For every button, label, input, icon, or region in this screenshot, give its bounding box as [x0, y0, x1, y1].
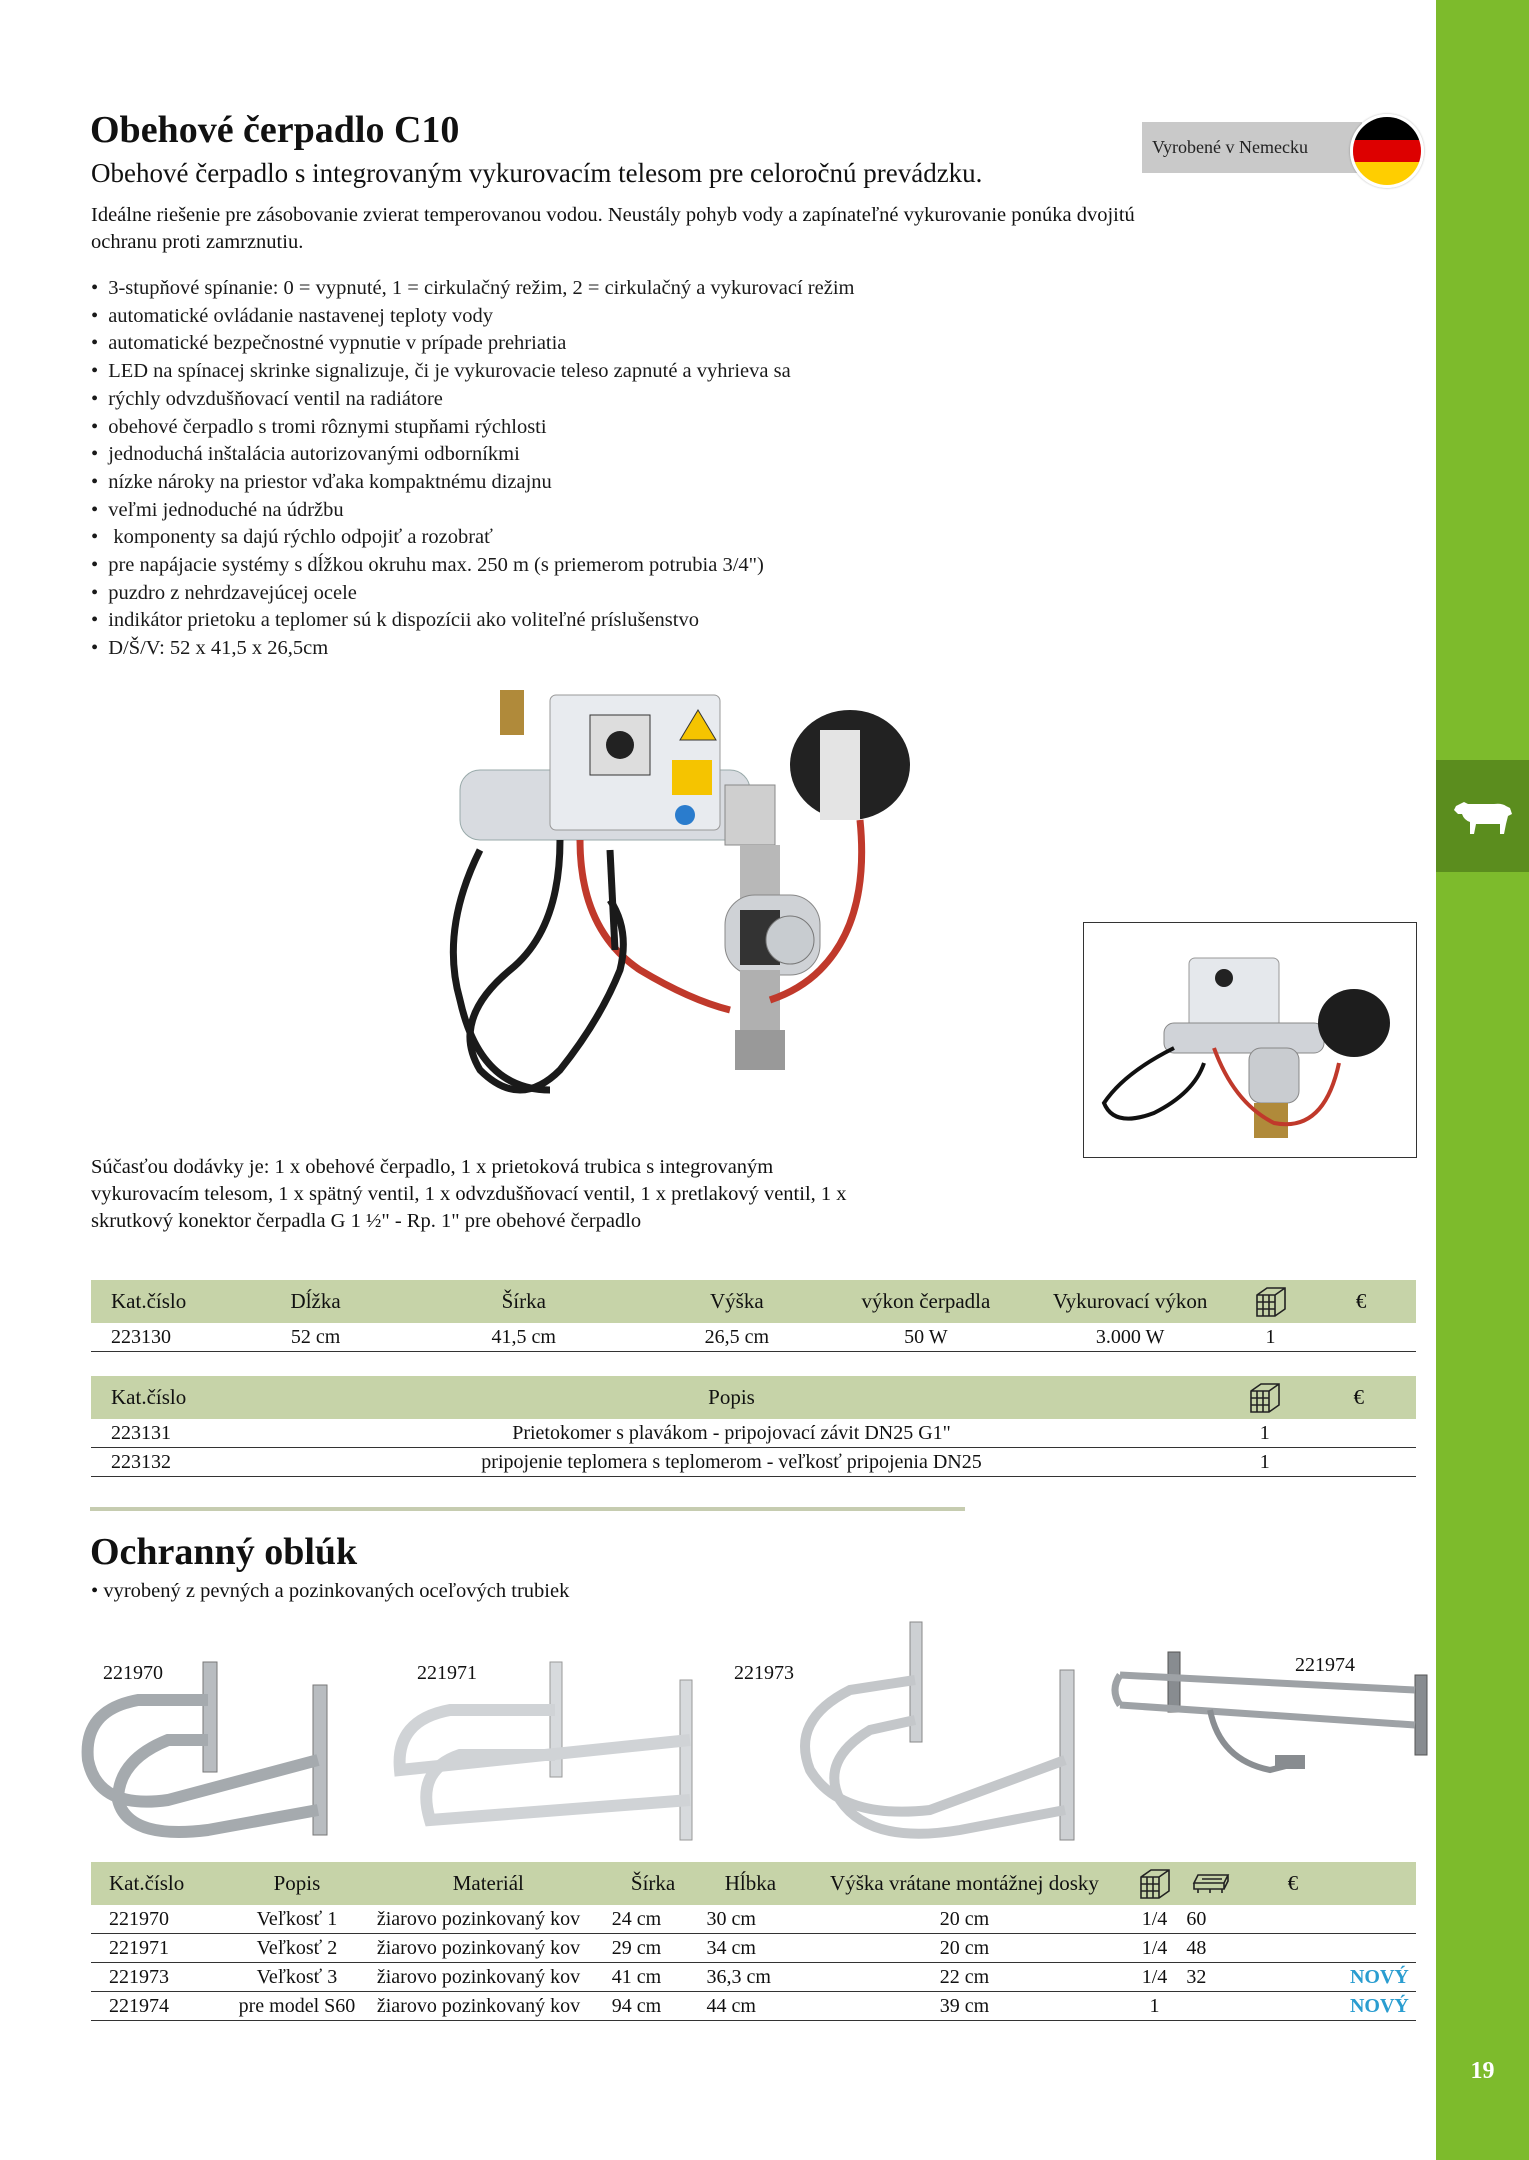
cell-depth: 44 cm [700, 1992, 800, 2021]
table-row [91, 1905, 1416, 1934]
cell-pallet [1180, 1992, 1241, 2021]
table-header-row [91, 1376, 1416, 1419]
cell-depth: 36,3 cm [700, 1963, 800, 1992]
table-row [91, 1448, 1416, 1477]
col-price: € [1306, 1280, 1416, 1323]
cell-cat-no: 221973 [91, 1963, 223, 1992]
cell-height: 26,5 cm [647, 1323, 826, 1352]
cell-description: Prietokomer s plavákom - pripojovací závit DN25 G1" [235, 1419, 1228, 1448]
cell-package: 1 [1235, 1323, 1306, 1352]
category-tab[interactable] [1436, 760, 1529, 872]
cell-depth: 34 cm [700, 1934, 800, 1963]
col-price: € [1302, 1376, 1416, 1419]
cell-length: 52 cm [231, 1323, 400, 1352]
package-box-icon [1253, 1285, 1289, 1319]
feature-item: • puzdro z nehrdzavejúcej ocele [91, 580, 1141, 608]
cell-height: 20 cm [800, 1905, 1128, 1934]
cell-price [1242, 1934, 1344, 1963]
cell-width: 41 cm [606, 1963, 701, 1992]
guard-image-221974 [1110, 1650, 1430, 1800]
pump-intro: Ideálne riešenie pre zásobovanie zvierat temperovanou vodou. Neustály pohyb vody a zapínateľné vykurovanie ponúka dvojitú ochranu proti zamrznutiu. [91, 204, 1135, 253]
feature-item: • automatické bezpečnostné vypnutie v prípade prehriatia [91, 330, 1141, 358]
guard-image-221970 [78, 1660, 348, 1850]
col-width: Šírka [606, 1862, 701, 1905]
table-row [91, 1323, 1416, 1352]
col-length: Dĺžka [231, 1280, 400, 1323]
col-cat-no: Kat.číslo [91, 1376, 235, 1419]
guard-spec-table [91, 1862, 1416, 2021]
col-pump-power: výkon čerpadla [826, 1280, 1025, 1323]
feature-item: • komponenty sa dajú rýchlo odpojiť a rozobrať [91, 524, 1141, 552]
col-material: Materiál [371, 1862, 606, 1905]
table-header-row [91, 1280, 1416, 1323]
cell-price [1306, 1323, 1416, 1352]
cell-description: Veľkosť 2 [223, 1934, 371, 1963]
cow-icon [1450, 794, 1516, 838]
pump-secondary-image [1084, 923, 1414, 1155]
feature-item: • nízke nároky na priestor vďaka kompaktnému dizajnu [91, 469, 1141, 497]
cell-package: 1 [1228, 1448, 1302, 1477]
table-row [91, 1992, 1416, 2021]
cell-package: 1 [1129, 1992, 1181, 2021]
cell-package: 1/4 [1129, 1963, 1181, 1992]
col-height: Výška [647, 1280, 826, 1323]
feature-item: • indikátor prietoku a teplomer sú k dispozícii ako voliteľné príslušenstvo [91, 607, 1141, 635]
col-height-incl-plate: Výška vrátane montážnej dosky [800, 1862, 1128, 1905]
guard-bullet-text: vyrobený z pevných a pozinkovaných oceľových trubiek [103, 1580, 570, 1602]
table-header-row [91, 1862, 1416, 1905]
cell-price [1242, 1905, 1344, 1934]
col-width: Šírka [400, 1280, 647, 1323]
cell-price [1242, 1992, 1344, 2021]
cell-pallet: 48 [1180, 1934, 1241, 1963]
badge-label: Vyrobené v Nemecku [1152, 137, 1308, 157]
cell-package: 1 [1228, 1419, 1302, 1448]
cell-price [1242, 1963, 1344, 1992]
feature-item: • automatické ovládanie nastavenej teploty vody [91, 303, 1141, 331]
col-package [1129, 1862, 1181, 1905]
made-in-germany-badge [1142, 122, 1362, 173]
cell-description: pripojenie teplomera s teplomerom - veľkosť pripojenia DN25 [235, 1448, 1228, 1477]
cell-width: 24 cm [606, 1905, 701, 1934]
germany-flag-icon [1350, 114, 1424, 188]
col-new [1344, 1862, 1416, 1905]
image-label-221973: 221973 [734, 1662, 794, 1684]
col-description: Popis [235, 1376, 1228, 1419]
delivery-contents: Súčasťou dodávky je: 1 x obehové čerpadlo, 1 x prietoková trubica s integrovaným vykurovacím telesom, 1 x spätný ventil, 1 x odvzdušňovací ventil, 1 x pretlakový ventil, 1 x skrutkový konektor čerpadla G 1 ½" - Rp. 1" pre obehové čerpadlo [91, 1156, 847, 1232]
guard-image-221973 [790, 1620, 1090, 1850]
table-row [91, 1963, 1416, 1992]
feature-item: • veľmi jednoduché na údržbu [91, 497, 1141, 525]
cell-pallet: 32 [1180, 1963, 1241, 1992]
col-cat-no: Kat.číslo [91, 1280, 231, 1323]
feature-item: • 3-stupňové spínanie: 0 = vypnuté, 1 = cirkulačný režim, 2 = cirkulačný a vykurovací režim [91, 275, 1141, 303]
pump-subtitle: Obehové čerpadlo s integrovaným vykurovacím telesom pre celoročnú prevádzku. [91, 158, 983, 188]
cell-height: 20 cm [800, 1934, 1128, 1963]
cell-height: 22 cm [800, 1963, 1128, 1992]
col-package [1235, 1280, 1306, 1323]
col-pallet [1180, 1862, 1241, 1905]
cell-width: 29 cm [606, 1934, 701, 1963]
cell-material: žiarovo pozinkovaný kov [371, 1905, 606, 1934]
guard-bullet: • vyrobený z pevných a pozinkovaných oceľových trubiek [91, 1580, 570, 1602]
feature-item: • jednoduchá inštalácia autorizovanými odborníkmi [91, 441, 1141, 469]
package-box-icon [1247, 1381, 1283, 1415]
cell-pallet: 60 [1180, 1905, 1241, 1934]
pallet-icon [1192, 1871, 1230, 1897]
image-label-221971: 221971 [417, 1662, 477, 1684]
col-heating-power: Vykurovací výkon [1025, 1280, 1234, 1323]
feature-item: • LED na spínacej skrinke signalizuje, či je vykurovacie teleso zapnuté a vyhrieva sa [91, 358, 1141, 386]
feature-item: • pre napájacie systémy s dĺžkou okruhu max. 250 m (s priemerom potrubia 3/4") [91, 552, 1141, 580]
right-sidebar [1436, 0, 1529, 2160]
cell-material: žiarovo pozinkovaný kov [371, 1992, 606, 2021]
cell-new-badge: NOVÝ [1344, 1992, 1416, 2021]
table-row [91, 1419, 1416, 1448]
col-cat-no: Kat.číslo [91, 1862, 223, 1905]
cell-cat-no: 221970 [91, 1905, 223, 1934]
col-depth: Hĺbka [700, 1862, 800, 1905]
accessories-table [91, 1376, 1416, 1477]
cell-pump-power: 50 W [826, 1323, 1025, 1352]
cell-width: 94 cm [606, 1992, 701, 2021]
cell-new-badge [1344, 1905, 1416, 1934]
guard-image-221971 [390, 1660, 710, 1850]
pump-title: Obehové čerpadlo C10 [90, 109, 460, 151]
table-row [91, 1934, 1416, 1963]
cell-package: 1/4 [1129, 1905, 1181, 1934]
cell-description: Veľkosť 3 [223, 1963, 371, 1992]
cell-material: žiarovo pozinkovaný kov [371, 1934, 606, 1963]
image-label-221970: 221970 [103, 1662, 163, 1684]
pump-feature-list [91, 275, 1141, 663]
cell-cat-no: 221974 [91, 1992, 223, 2021]
cell-depth: 30 cm [700, 1905, 800, 1934]
pump-secondary-image-frame [1083, 922, 1417, 1158]
feature-item: • obehové čerpadlo s tromi rôznymi stupňami rýchlosti [91, 414, 1141, 442]
page-number: 19 [1470, 2058, 1495, 2084]
cell-cat-no: 223130 [91, 1323, 231, 1352]
cell-heating-power: 3.000 W [1025, 1323, 1234, 1352]
cell-material: žiarovo pozinkovaný kov [371, 1963, 606, 1992]
cell-description: Veľkosť 1 [223, 1905, 371, 1934]
cell-package: 1/4 [1129, 1934, 1181, 1963]
cell-cat-no: 221971 [91, 1934, 223, 1963]
guard-title: Ochranný oblúk [90, 1531, 358, 1573]
cell-new-badge [1344, 1934, 1416, 1963]
cell-new-badge: NOVÝ [1344, 1963, 1416, 1992]
pump-spec-table [91, 1280, 1416, 1352]
package-box-icon [1137, 1867, 1173, 1901]
feature-item: • rýchly odvzdušňovací ventil na radiátore [91, 386, 1141, 414]
cell-price [1302, 1448, 1416, 1477]
cell-cat-no: 223131 [91, 1419, 235, 1448]
cell-width: 41,5 cm [400, 1323, 647, 1352]
section-divider [90, 1507, 965, 1511]
col-price: € [1242, 1862, 1344, 1905]
pump-product-image [440, 670, 980, 1110]
cell-height: 39 cm [800, 1992, 1128, 2021]
cell-price [1302, 1419, 1416, 1448]
col-description: Popis [223, 1862, 371, 1905]
col-package [1228, 1376, 1302, 1419]
image-label-221974: 221974 [1295, 1654, 1355, 1676]
cell-cat-no: 223132 [91, 1448, 235, 1477]
cell-description: pre model S60 [223, 1992, 371, 2021]
feature-item: • D/Š/V: 52 x 41,5 x 26,5cm [91, 635, 1141, 663]
